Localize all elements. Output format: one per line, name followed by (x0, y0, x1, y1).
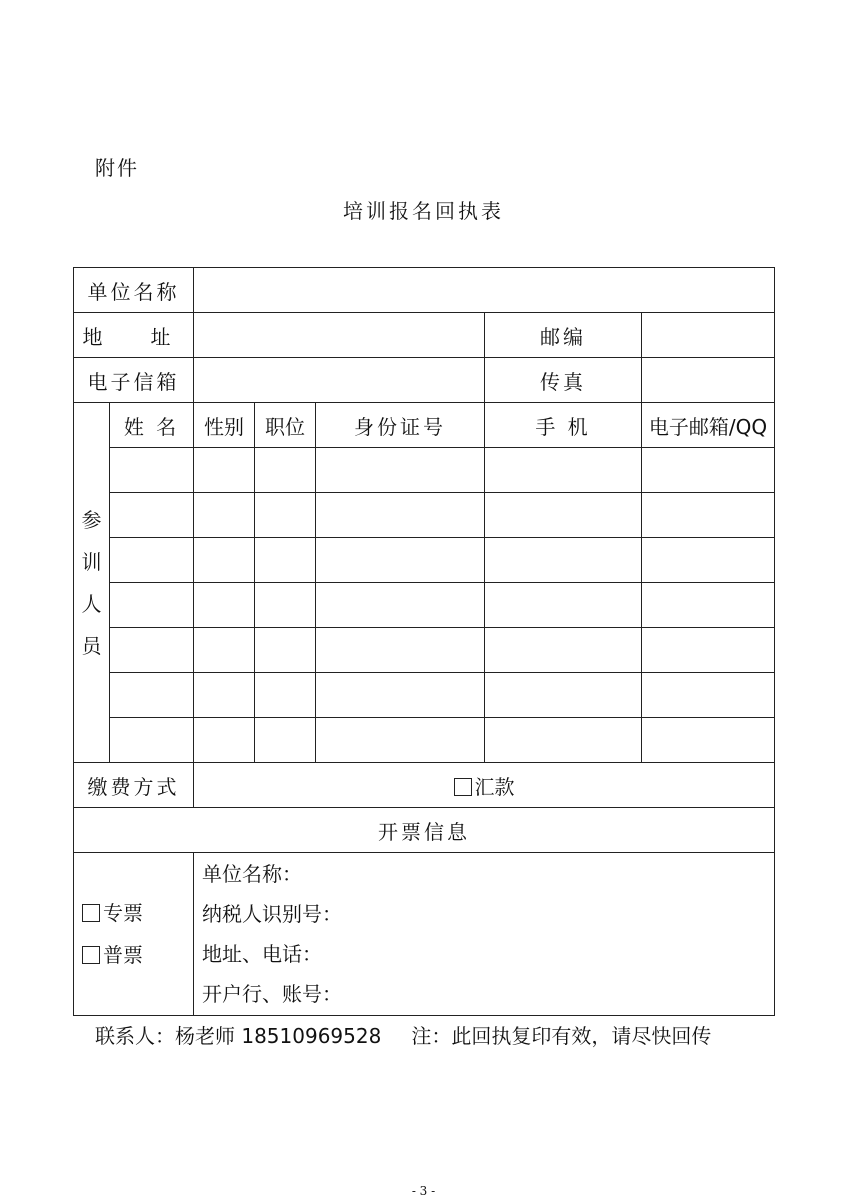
position-cell[interactable] (255, 538, 316, 583)
header-mobile: 手 机 (485, 403, 642, 448)
mobile-cell[interactable] (485, 538, 642, 583)
email-qq-cell[interactable] (642, 718, 775, 763)
name-cell[interactable] (110, 538, 194, 583)
payment-row (74, 763, 775, 808)
fax-label: 传真 (485, 358, 642, 403)
mobile-cell[interactable] (485, 493, 642, 538)
gender-cell[interactable] (194, 448, 255, 493)
mobile-cell[interactable] (485, 583, 642, 628)
page-number: - 3 - (411, 1184, 436, 1198)
unit-name-field[interactable] (194, 268, 775, 313)
email-qq-cell[interactable] (642, 628, 775, 673)
invoice-field-address-phone: 地址、电话： (202, 942, 322, 966)
invoice-header-row (74, 808, 775, 853)
remittance-checkbox[interactable] (454, 778, 472, 796)
name-cell[interactable] (110, 628, 194, 673)
email-qq-cell[interactable] (642, 583, 775, 628)
address-field[interactable] (194, 313, 485, 358)
contact-person: 联系人：杨老师 18510969528 (95, 1024, 382, 1048)
mobile-cell[interactable] (485, 628, 642, 673)
general-invoice-option (74, 934, 193, 976)
position-cell[interactable] (255, 448, 316, 493)
header-position: 职位 (255, 403, 316, 448)
general-invoice-checkbox[interactable] (82, 946, 100, 964)
participants-group-label (74, 403, 110, 763)
gender-cell[interactable] (194, 493, 255, 538)
group-char: 人 (81, 591, 102, 616)
copy-note: 注：此回执复印有效，请尽快回传 (411, 1024, 712, 1048)
unit-name-label: 单位名称 (74, 268, 194, 313)
email-qq-cell[interactable] (642, 673, 775, 718)
position-cell[interactable] (255, 493, 316, 538)
email-field[interactable] (194, 358, 485, 403)
fax-field[interactable] (642, 358, 775, 403)
gender-cell[interactable] (194, 628, 255, 673)
group-char: 参 (81, 507, 102, 532)
address-label: 地 址 (74, 313, 194, 358)
footer-contact-line (95, 1020, 711, 1049)
participant-row (74, 538, 775, 583)
header-name: 姓 名 (110, 403, 194, 448)
invoice-field-bank-account: 开户行、账号： (202, 982, 342, 1006)
address-row (74, 313, 775, 358)
position-cell[interactable] (255, 583, 316, 628)
attachment-label: 附件 (95, 156, 139, 180)
header-email-qq: 电子邮箱/QQ (642, 403, 775, 448)
invoice-row (74, 853, 775, 1016)
invoice-field-tax-id: 纳税人识别号： (202, 902, 342, 926)
general-invoice-label: 普票 (103, 943, 143, 967)
email-qq-cell[interactable] (642, 448, 775, 493)
gender-cell[interactable] (194, 538, 255, 583)
header-id-number: 身份证号 (316, 403, 485, 448)
participant-row (74, 673, 775, 718)
gender-cell[interactable] (194, 718, 255, 763)
form-title: 培训报名回执表 (343, 199, 504, 223)
name-cell[interactable] (110, 583, 194, 628)
invoice-fields-cell[interactable] (194, 853, 775, 1016)
email-qq-cell[interactable] (642, 538, 775, 583)
position-cell[interactable] (255, 718, 316, 763)
participant-row (74, 493, 775, 538)
email-row (74, 358, 775, 403)
position-cell[interactable] (255, 628, 316, 673)
invoice-field-unit-name: 单位名称： (202, 862, 302, 886)
id-cell[interactable] (316, 673, 485, 718)
id-cell[interactable] (316, 448, 485, 493)
id-cell[interactable] (316, 493, 485, 538)
header-gender: 性别 (194, 403, 255, 448)
registration-form (73, 267, 775, 1016)
email-qq-cell[interactable] (642, 493, 775, 538)
payment-options (194, 763, 775, 808)
id-cell[interactable] (316, 628, 485, 673)
id-cell[interactable] (316, 538, 485, 583)
postcode-label: 邮编 (485, 313, 642, 358)
name-cell[interactable] (110, 673, 194, 718)
unit-name-row (74, 268, 775, 313)
remittance-label: 汇款 (474, 774, 515, 799)
invoice-header: 开票信息 (74, 808, 775, 853)
mobile-cell[interactable] (485, 673, 642, 718)
invoice-type-cell (74, 853, 194, 1016)
special-invoice-checkbox[interactable] (82, 904, 100, 922)
id-cell[interactable] (316, 718, 485, 763)
group-char: 员 (81, 633, 102, 658)
participant-row (74, 718, 775, 763)
payment-label: 缴费方式 (74, 763, 194, 808)
gender-cell[interactable] (194, 673, 255, 718)
id-cell[interactable] (316, 583, 485, 628)
participants-header-row (74, 403, 775, 448)
email-label: 电子信箱 (74, 358, 194, 403)
name-cell[interactable] (110, 448, 194, 493)
postcode-field[interactable] (642, 313, 775, 358)
name-cell[interactable] (110, 718, 194, 763)
mobile-cell[interactable] (485, 448, 642, 493)
participant-row (74, 583, 775, 628)
position-cell[interactable] (255, 673, 316, 718)
name-cell[interactable] (110, 493, 194, 538)
special-invoice-label: 专票 (103, 901, 143, 925)
gender-cell[interactable] (194, 583, 255, 628)
participant-row (74, 448, 775, 493)
group-char: 训 (81, 549, 102, 574)
participant-row (74, 628, 775, 673)
mobile-cell[interactable] (485, 718, 642, 763)
special-invoice-option (74, 892, 193, 934)
